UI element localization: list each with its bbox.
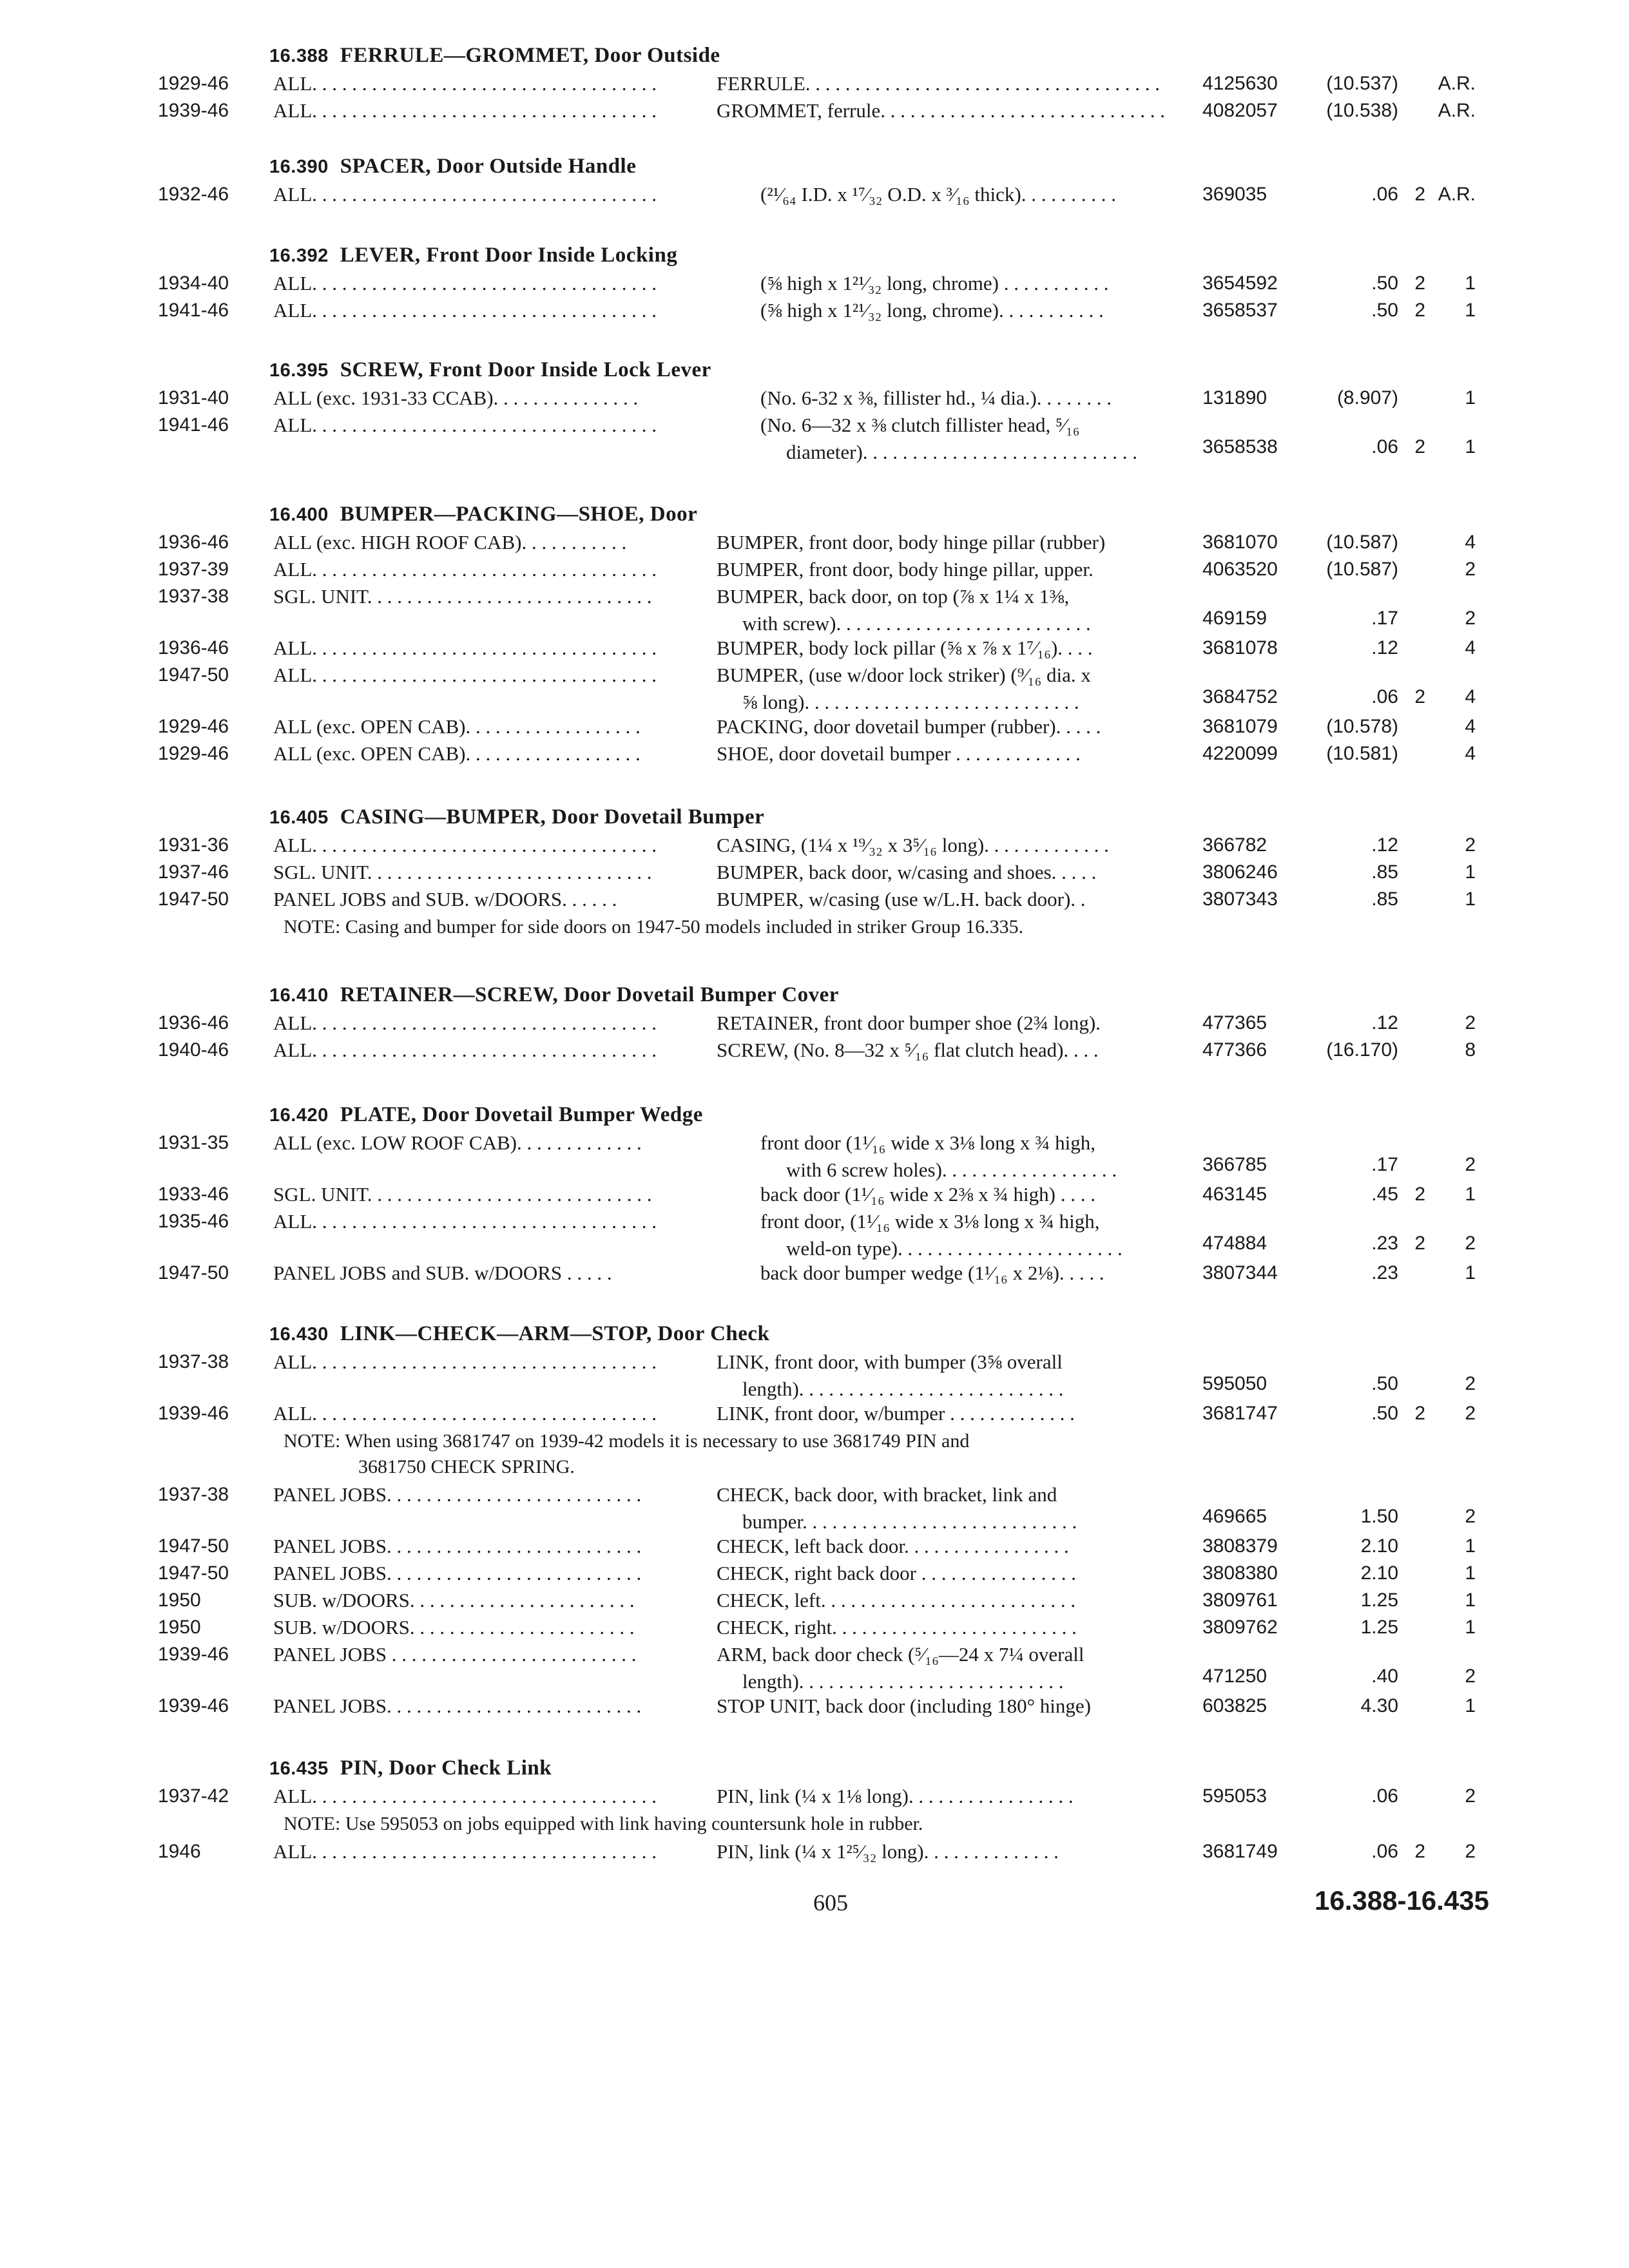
section-heading: SPACER, Door Outside Handle — [340, 155, 637, 178]
section-title — [269, 805, 764, 829]
section-heading: RETAINER—SCREW, Door Dovetail Bumper Cover — [340, 983, 839, 1006]
part-description: LINK, front door, w/bumper . . . . . . . . . . . . . — [717, 1402, 1075, 1425]
part-description: CHECK, back door, with bracket, link and — [717, 1483, 1057, 1506]
part-description: CHECK, right. . . . . . . . . . . . . . . . . . . . . . . . . — [717, 1616, 1077, 1639]
group-or-price: .06 — [1371, 1785, 1398, 1807]
group-or-price: .50 — [1371, 1373, 1398, 1394]
group-or-price: 2.10 — [1360, 1562, 1398, 1584]
group-or-price: (10.537) — [1326, 73, 1398, 94]
part-description: CHECK, left back door. . . . . . . . . . . . . . . . . — [717, 1535, 1069, 1557]
group-or-price: (16.170) — [1326, 1039, 1398, 1061]
model-applicability: ALL. . . . . . . . . . . . . . . . . . . . . . . . . . . . . . . . . . . — [273, 414, 657, 436]
section-title — [269, 1322, 769, 1346]
group-or-price: .85 — [1371, 889, 1398, 910]
model-applicability: ALL. . . . . . . . . . . . . . . . . . . . . . . . . . . . . . . . . . . — [273, 1012, 657, 1034]
section-number: 16.435 — [269, 1758, 329, 1779]
year-range: 1936-46 — [158, 637, 229, 658]
model-applicability: PANEL JOBS . . . . . . . . . . . . . . . . . . . . . . . . . — [273, 1643, 637, 1666]
part-number: 595050 — [1202, 1373, 1268, 1394]
quantity-b: 2 — [1465, 1233, 1476, 1254]
part-number: 477366 — [1202, 1039, 1268, 1061]
quantity-a: 2 — [1414, 273, 1425, 294]
year-range: 1937-38 — [158, 1484, 229, 1505]
section-heading: CASING—BUMPER, Door Dovetail Bumper — [340, 805, 765, 829]
quantity-b: 2 — [1465, 1373, 1476, 1394]
part-description: LINK, front door, with bumper (3⅝ overall — [717, 1350, 1063, 1373]
quantity-b: 1 — [1465, 273, 1476, 294]
part-description: ARM, back door check (⁵⁄₁₆—24 x 7¼ overall — [717, 1643, 1084, 1666]
part-number: 463145 — [1202, 1184, 1268, 1205]
group-or-price: .50 — [1371, 300, 1398, 321]
part-number: 469159 — [1202, 608, 1268, 629]
table-row — [0, 269, 1629, 298]
quantity-b: 4 — [1465, 686, 1476, 707]
year-range: 1946 — [158, 1841, 201, 1862]
quantity-b: 2 — [1465, 1403, 1476, 1424]
table-row — [0, 1399, 1629, 1428]
group-or-price: .06 — [1371, 686, 1398, 707]
group-or-price: .12 — [1371, 637, 1398, 658]
table-row — [0, 661, 1629, 713]
part-description: GROMMET, ferrule. . . . . . . . . . . . . . . . . . . . . . . . . . . . . — [717, 99, 1166, 122]
part-description: PIN, link (¼ x 1⅛ long). . . . . . . . . . . . . . . . . — [717, 1785, 1074, 1807]
table-row — [0, 634, 1629, 662]
table-row — [0, 411, 1629, 463]
model-applicability: ALL. . . . . . . . . . . . . . . . . . . . . . . . . . . . . . . . . . . — [273, 1210, 657, 1233]
table-row — [0, 582, 1629, 635]
model-applicability: ALL. . . . . . . . . . . . . . . . . . . . . . . . . . . . . . . . . . . — [273, 272, 657, 294]
part-description-continued: length). . . . . . . . . . . . . . . . . . . . . . . . . . . — [742, 1670, 1064, 1693]
year-range: 1939-46 — [158, 100, 229, 121]
quantity-a: 2 — [1414, 686, 1425, 707]
section-number: 16.388 — [269, 46, 329, 66]
model-applicability: ALL. . . . . . . . . . . . . . . . . . . . . . . . . . . . . . . . . . . — [273, 834, 657, 856]
part-number: 4125630 — [1202, 73, 1278, 94]
section-number: 16.395 — [269, 360, 329, 381]
part-description: (No. 6—32 x ⅜ clutch fillister head, ⁵⁄₁₆ — [760, 414, 1080, 436]
section-title — [269, 44, 720, 68]
part-description: CHECK, left. . . . . . . . . . . . . . . . . . . . . . . . . . — [717, 1589, 1076, 1611]
part-description: CHECK, right back door . . . . . . . . . . . . . . . . — [717, 1562, 1076, 1584]
section-heading: PIN, Door Check Link — [340, 1756, 552, 1780]
group-or-price: 1.25 — [1360, 1590, 1398, 1611]
group-or-price: .06 — [1371, 436, 1398, 457]
table-row — [0, 713, 1629, 741]
part-number: 3808379 — [1202, 1535, 1278, 1557]
part-number: 3681078 — [1202, 637, 1278, 658]
year-range: 1935-46 — [158, 1211, 229, 1232]
group-or-price: .23 — [1371, 1233, 1398, 1254]
part-number: 3807343 — [1202, 889, 1278, 910]
part-number: 4063520 — [1202, 559, 1278, 580]
quantity-b: 1 — [1465, 1184, 1476, 1205]
section-title — [269, 358, 711, 382]
part-number: 3809762 — [1202, 1617, 1278, 1638]
group-or-price: .17 — [1371, 1154, 1398, 1175]
table-row — [0, 1559, 1629, 1588]
section-note-continued: 3681750 CHECK SPRING. — [358, 1456, 575, 1477]
table-row — [0, 1009, 1629, 1037]
quantity-b: 1 — [1465, 1695, 1476, 1716]
part-description: (No. 6-32 x ⅜, fillister hd., ¼ dia.). . . . . . . . — [760, 387, 1112, 409]
section-number: 16.392 — [269, 245, 329, 266]
part-number: 4082057 — [1202, 100, 1278, 121]
year-range: 1947-50 — [158, 889, 229, 910]
quantity-b: 2 — [1465, 1785, 1476, 1807]
quantity-a: 2 — [1414, 1233, 1425, 1254]
model-applicability: ALL. . . . . . . . . . . . . . . . . . . . . . . . . . . . . . . . . . . — [273, 72, 657, 95]
year-range: 1931-36 — [158, 834, 229, 856]
section-number: 16.400 — [269, 505, 329, 525]
model-applicability: ALL (exc. 1931-33 CCAB). . . . . . . . . . . . . . . — [273, 387, 639, 409]
model-applicability: SUB. w/DOORS. . . . . . . . . . . . . . . . . . . . . . . — [273, 1589, 635, 1611]
table-row — [0, 1036, 1629, 1064]
group-or-price: (10.581) — [1326, 743, 1398, 764]
group-or-price: .23 — [1371, 1262, 1398, 1283]
year-range: 1936-46 — [158, 532, 229, 553]
part-number: 3807344 — [1202, 1262, 1278, 1283]
year-range: 1931-40 — [158, 387, 229, 408]
part-description: BUMPER, back door, w/casing and shoes. . . . . — [717, 861, 1097, 883]
quantity-b: 1 — [1465, 1617, 1476, 1638]
part-number: 131890 — [1202, 387, 1268, 408]
group-or-price: .06 — [1371, 184, 1398, 205]
group-or-price: (10.587) — [1326, 532, 1398, 553]
year-range: 1939-46 — [158, 1403, 229, 1424]
year-range: 1929-46 — [158, 716, 229, 737]
table-row — [0, 740, 1629, 768]
part-number: 369035 — [1202, 184, 1268, 205]
part-description-continued: with screw). . . . . . . . . . . . . . . . . . . . . . . . . . — [742, 612, 1091, 635]
model-applicability: ALL. . . . . . . . . . . . . . . . . . . . . . . . . . . . . . . . . . . — [273, 558, 657, 581]
quantity-b: 1 — [1465, 861, 1476, 883]
part-number: 3684752 — [1202, 686, 1278, 707]
part-description-continued: ⅝ long). . . . . . . . . . . . . . . . . . . . . . . . . . . . — [742, 691, 1079, 713]
part-number: 603825 — [1202, 1695, 1268, 1716]
quantity-b: 4 — [1465, 532, 1476, 553]
model-applicability: SGL. UNIT. . . . . . . . . . . . . . . . . . . . . . . . . . . . . — [273, 585, 652, 608]
model-applicability: ALL (exc. OPEN CAB). . . . . . . . . . . . . . . . . . — [273, 715, 641, 738]
quantity-b: 2 — [1465, 608, 1476, 629]
year-range: 1934-40 — [158, 273, 229, 294]
quantity-b: 1 — [1465, 1262, 1476, 1283]
model-applicability: ALL. . . . . . . . . . . . . . . . . . . . . . . . . . . . . . . . . . . — [273, 1840, 657, 1863]
quantity-b: 8 — [1465, 1039, 1476, 1061]
group-or-price: .06 — [1371, 1841, 1398, 1862]
part-description-continued: weld-on type). . . . . . . . . . . . . . . . . . . . . . . — [786, 1237, 1123, 1260]
model-applicability: PANEL JOBS. . . . . . . . . . . . . . . . . . . . . . . . . . — [273, 1562, 642, 1584]
table-row — [0, 1207, 1629, 1260]
part-number: 469665 — [1202, 1506, 1268, 1527]
table-row — [0, 1692, 1629, 1720]
quantity-b: A.R. — [1438, 184, 1476, 205]
quantity-b: A.R. — [1438, 100, 1476, 121]
quantity-b: 1 — [1465, 1535, 1476, 1557]
quantity-b: 1 — [1465, 436, 1476, 457]
table-row — [0, 1481, 1629, 1533]
quantity-b: 2 — [1465, 559, 1476, 580]
table-row — [0, 296, 1629, 325]
quantity-b: 2 — [1465, 1154, 1476, 1175]
part-description: BUMPER, body lock pillar (⅝ x ⅞ x 1⁷⁄₁₆). . . . — [717, 637, 1093, 659]
section-note: NOTE: Casing and bumper for side doors on 1947-50 models included in striker Group 16.335. — [284, 916, 1024, 937]
year-range: 1929-46 — [158, 73, 229, 94]
model-applicability: ALL. . . . . . . . . . . . . . . . . . . . . . . . . . . . . . . . . . . — [273, 637, 657, 659]
part-description: BUMPER, (use w/door lock striker) (⁹⁄₁₆ dia. x — [717, 664, 1091, 686]
group-or-price: (10.578) — [1326, 716, 1398, 737]
model-applicability: ALL (exc. HIGH ROOF CAB). . . . . . . . . . . — [273, 531, 627, 553]
quantity-b: 2 — [1465, 1666, 1476, 1687]
model-applicability: ALL. . . . . . . . . . . . . . . . . . . . . . . . . . . . . . . . . . . — [273, 299, 657, 322]
part-description-continued: bumper. . . . . . . . . . . . . . . . . . . . . . . . . . . . — [742, 1510, 1077, 1533]
section-title — [269, 155, 636, 178]
part-number: 4220099 — [1202, 743, 1278, 764]
group-or-price: .50 — [1371, 273, 1398, 294]
quantity-b: 1 — [1465, 387, 1476, 408]
model-applicability: ALL. . . . . . . . . . . . . . . . . . . . . . . . . . . . . . . . . . . — [273, 664, 657, 686]
group-or-price: .50 — [1371, 1403, 1398, 1424]
group-or-price: .85 — [1371, 861, 1398, 883]
part-number: 3681070 — [1202, 532, 1278, 553]
part-description-continued: length). . . . . . . . . . . . . . . . . . . . . . . . . . . — [742, 1378, 1064, 1400]
table-row — [0, 384, 1629, 412]
quantity-a: 2 — [1414, 1184, 1425, 1205]
group-or-price: (8.907) — [1336, 387, 1398, 408]
section-heading: FERRULE—GROMMET, Door Outside — [340, 44, 720, 67]
section-number: 16.420 — [269, 1105, 329, 1126]
part-description-continued: diameter). . . . . . . . . . . . . . . . . . . . . . . . . . . . — [786, 441, 1138, 463]
table-row — [0, 555, 1629, 584]
group-or-price: .17 — [1371, 608, 1398, 629]
quantity-a: 2 — [1414, 1841, 1425, 1862]
model-applicability: PANEL JOBS and SUB. w/DOORS. . . . . . — [273, 888, 617, 910]
section-note: NOTE: When using 3681747 on 1939-42 models it is necessary to use 3681749 PIN and — [284, 1430, 970, 1452]
quantity-a: 2 — [1414, 184, 1425, 205]
table-row — [0, 180, 1629, 209]
model-applicability: PANEL JOBS. . . . . . . . . . . . . . . . . . . . . . . . . . — [273, 1695, 642, 1717]
year-range: 1937-42 — [158, 1785, 229, 1807]
part-number: 3658537 — [1202, 300, 1278, 321]
part-number: 3681079 — [1202, 716, 1278, 737]
year-range: 1937-39 — [158, 559, 229, 580]
table-row — [0, 1640, 1629, 1693]
year-range: 1937-46 — [158, 861, 229, 883]
table-row — [0, 1348, 1629, 1400]
year-range: 1937-38 — [158, 1351, 229, 1372]
section-heading: SCREW, Front Door Inside Lock Lever — [340, 358, 711, 381]
year-range: 1950 — [158, 1590, 201, 1611]
model-applicability: SUB. w/DOORS. . . . . . . . . . . . . . . . . . . . . . . — [273, 1616, 635, 1639]
model-applicability: PANEL JOBS. . . . . . . . . . . . . . . . . . . . . . . . . . — [273, 1483, 642, 1506]
part-number: 595053 — [1202, 1785, 1268, 1807]
model-applicability: PANEL JOBS and SUB. w/DOORS . . . . . — [273, 1262, 612, 1284]
group-or-price: 1.50 — [1360, 1506, 1398, 1527]
model-applicability: SGL. UNIT. . . . . . . . . . . . . . . . . . . . . . . . . . . . . — [273, 1183, 652, 1206]
quantity-b: 4 — [1465, 637, 1476, 658]
section-number: 16.405 — [269, 807, 329, 828]
section-title — [269, 503, 697, 526]
part-number: 3654592 — [1202, 273, 1278, 294]
part-description: SCREW, (No. 8—32 x ⁵⁄₁₆ flat clutch head). . . . — [717, 1039, 1099, 1061]
table-row — [0, 1586, 1629, 1615]
part-description: STOP UNIT, back door (including 180° hinge) — [717, 1695, 1091, 1717]
section-title — [269, 1103, 703, 1127]
group-or-price: (10.538) — [1326, 100, 1398, 121]
year-range: 1941-46 — [158, 300, 229, 321]
part-description: CASING, (1¼ x ¹⁹⁄₃₂ x 3⁵⁄₁₆ long). . . . . . . . . . . . . — [717, 834, 1109, 856]
group-or-price: .40 — [1371, 1666, 1398, 1687]
year-range: 1936-46 — [158, 1012, 229, 1033]
quantity-b: 1 — [1465, 300, 1476, 321]
table-row — [0, 1180, 1629, 1209]
table-row — [0, 70, 1629, 98]
page-number: 605 — [813, 1890, 848, 1916]
part-description-continued: with 6 screw holes). . . . . . . . . . . . . . . . . . — [786, 1158, 1117, 1181]
part-description: PACKING, door dovetail bumper (rubber). . . . . — [717, 715, 1101, 738]
table-row — [0, 1532, 1629, 1561]
part-number: 3681749 — [1202, 1841, 1278, 1862]
year-range: 1947-50 — [158, 1535, 229, 1557]
year-range: 1947-50 — [158, 1262, 229, 1283]
part-description: (⅝ high x 1²¹⁄₃₂ long, chrome). . . . . . . . . . . — [760, 299, 1104, 322]
part-description: (⅝ high x 1²¹⁄₃₂ long, chrome) . . . . . . . . . . . — [760, 272, 1109, 294]
year-range: 1941-46 — [158, 414, 229, 436]
part-description: BUMPER, back door, on top (⅞ x 1¼ x 1⅜, — [717, 585, 1070, 608]
year-range: 1947-50 — [158, 664, 229, 686]
group-range: 16.388-16.435 — [1315, 1885, 1489, 1916]
section-title — [269, 1756, 552, 1780]
model-applicability: ALL. . . . . . . . . . . . . . . . . . . . . . . . . . . . . . . . . . . — [273, 1785, 657, 1807]
quantity-b: 4 — [1465, 716, 1476, 737]
part-description: (²¹⁄₆₄ I.D. x ¹⁷⁄₃₂ O.D. x ³⁄₁₆ thick). . . . . . . . . . — [760, 183, 1116, 206]
quantity-b: 2 — [1465, 1012, 1476, 1033]
part-number: 3808380 — [1202, 1562, 1278, 1584]
model-applicability: ALL. . . . . . . . . . . . . . . . . . . . . . . . . . . . . . . . . . . — [273, 1039, 657, 1061]
quantity-b: 2 — [1465, 1841, 1476, 1862]
section-title — [269, 983, 839, 1007]
section-note: NOTE: Use 595053 on jobs equipped with link having countersunk hole in rubber. — [284, 1813, 923, 1834]
table-row — [0, 885, 1629, 914]
section-title — [269, 244, 677, 267]
part-description: SHOE, door dovetail bumper . . . . . . . . . . . . . — [717, 742, 1081, 765]
model-applicability: ALL (exc. OPEN CAB). . . . . . . . . . . . . . . . . . — [273, 742, 641, 765]
section-number: 16.410 — [269, 985, 329, 1006]
table-row — [0, 528, 1629, 557]
year-range: 1931-35 — [158, 1132, 229, 1153]
model-applicability: ALL. . . . . . . . . . . . . . . . . . . . . . . . . . . . . . . . . . . — [273, 1350, 657, 1373]
table-row — [0, 831, 1629, 860]
group-or-price: .45 — [1371, 1184, 1398, 1205]
part-number: 477365 — [1202, 1012, 1268, 1033]
part-description: front door, (1¹⁄₁₆ wide x 3⅛ long x ¾ high, — [760, 1210, 1100, 1233]
section-number: 16.390 — [269, 157, 329, 177]
year-range: 1940-46 — [158, 1039, 229, 1061]
part-description: back door bumper wedge (1¹⁄₁₆ x 2⅛). . . . . — [760, 1262, 1104, 1284]
table-row — [0, 97, 1629, 125]
quantity-a: 2 — [1414, 436, 1425, 457]
quantity-b: 4 — [1465, 743, 1476, 764]
year-range: 1939-46 — [158, 1695, 229, 1716]
model-applicability: PANEL JOBS. . . . . . . . . . . . . . . . . . . . . . . . . . — [273, 1535, 642, 1557]
year-range: 1939-46 — [158, 1644, 229, 1665]
group-or-price: 1.25 — [1360, 1617, 1398, 1638]
section-heading: LEVER, Front Door Inside Locking — [340, 244, 678, 267]
year-range: 1937-38 — [158, 586, 229, 607]
part-description: PIN, link (¼ x 1²⁵⁄₃₂ long). . . . . . . . . . . . . . — [717, 1840, 1059, 1863]
model-applicability: ALL. . . . . . . . . . . . . . . . . . . . . . . . . . . . . . . . . . . — [273, 183, 657, 206]
table-row — [0, 1613, 1629, 1642]
quantity-a: 2 — [1414, 300, 1425, 321]
table-row — [0, 1782, 1629, 1811]
year-range: 1933-46 — [158, 1184, 229, 1205]
group-or-price: 4.30 — [1360, 1695, 1398, 1716]
part-description: back door (1¹⁄₁₆ wide x 2⅜ x ¾ high) . . . . — [760, 1183, 1095, 1206]
part-description: RETAINER, front door bumper shoe (2¾ long). — [717, 1012, 1101, 1034]
part-description: FERRULE. . . . . . . . . . . . . . . . . . . . . . . . . . . . . . . . . . . . — [717, 72, 1161, 95]
table-row — [0, 1129, 1629, 1181]
group-or-price: .12 — [1371, 1012, 1398, 1033]
part-description: BUMPER, w/casing (use w/L.H. back door). . — [717, 888, 1086, 910]
quantity-b: 2 — [1465, 1506, 1476, 1527]
part-number: 3658538 — [1202, 436, 1278, 457]
table-row — [0, 1259, 1629, 1287]
part-number: 3809761 — [1202, 1590, 1278, 1611]
table-row — [0, 1838, 1629, 1866]
quantity-b: A.R. — [1438, 73, 1476, 94]
part-description: front door (1¹⁄₁₆ wide x 3⅛ long x ¾ high, — [760, 1131, 1095, 1154]
part-description: BUMPER, front door, body hinge pillar (rubber) — [717, 531, 1106, 553]
section-heading: BUMPER—PACKING—SHOE, Door — [340, 503, 698, 526]
group-or-price: (10.587) — [1326, 559, 1398, 580]
model-applicability: ALL. . . . . . . . . . . . . . . . . . . . . . . . . . . . . . . . . . . — [273, 1402, 657, 1425]
model-applicability: ALL. . . . . . . . . . . . . . . . . . . . . . . . . . . . . . . . . . . — [273, 99, 657, 122]
year-range: 1950 — [158, 1617, 201, 1638]
year-range: 1929-46 — [158, 743, 229, 764]
quantity-b: 1 — [1465, 1590, 1476, 1611]
section-heading: PLATE, Door Dovetail Bumper Wedge — [340, 1103, 703, 1126]
model-applicability: ALL (exc. LOW ROOF CAB). . . . . . . . . . . . . — [273, 1131, 642, 1154]
quantity-b: 2 — [1465, 834, 1476, 856]
section-heading: LINK—CHECK—ARM—STOP, Door Check — [340, 1322, 770, 1345]
group-or-price: .12 — [1371, 834, 1398, 856]
part-number: 3806246 — [1202, 861, 1278, 883]
section-number: 16.430 — [269, 1324, 329, 1345]
quantity-b: 1 — [1465, 1562, 1476, 1584]
part-number: 3681747 — [1202, 1403, 1278, 1424]
year-range: 1947-50 — [158, 1562, 229, 1584]
part-number: 366785 — [1202, 1154, 1268, 1175]
part-number: 471250 — [1202, 1666, 1268, 1687]
table-row — [0, 858, 1629, 887]
part-number: 474884 — [1202, 1233, 1268, 1254]
part-description: BUMPER, front door, body hinge pillar, upper. — [717, 558, 1094, 581]
quantity-b: 1 — [1465, 889, 1476, 910]
quantity-a: 2 — [1414, 1403, 1425, 1424]
model-applicability: SGL. UNIT. . . . . . . . . . . . . . . . . . . . . . . . . . . . . — [273, 861, 652, 883]
year-range: 1932-46 — [158, 184, 229, 205]
group-or-price: 2.10 — [1360, 1535, 1398, 1557]
part-number: 366782 — [1202, 834, 1268, 856]
